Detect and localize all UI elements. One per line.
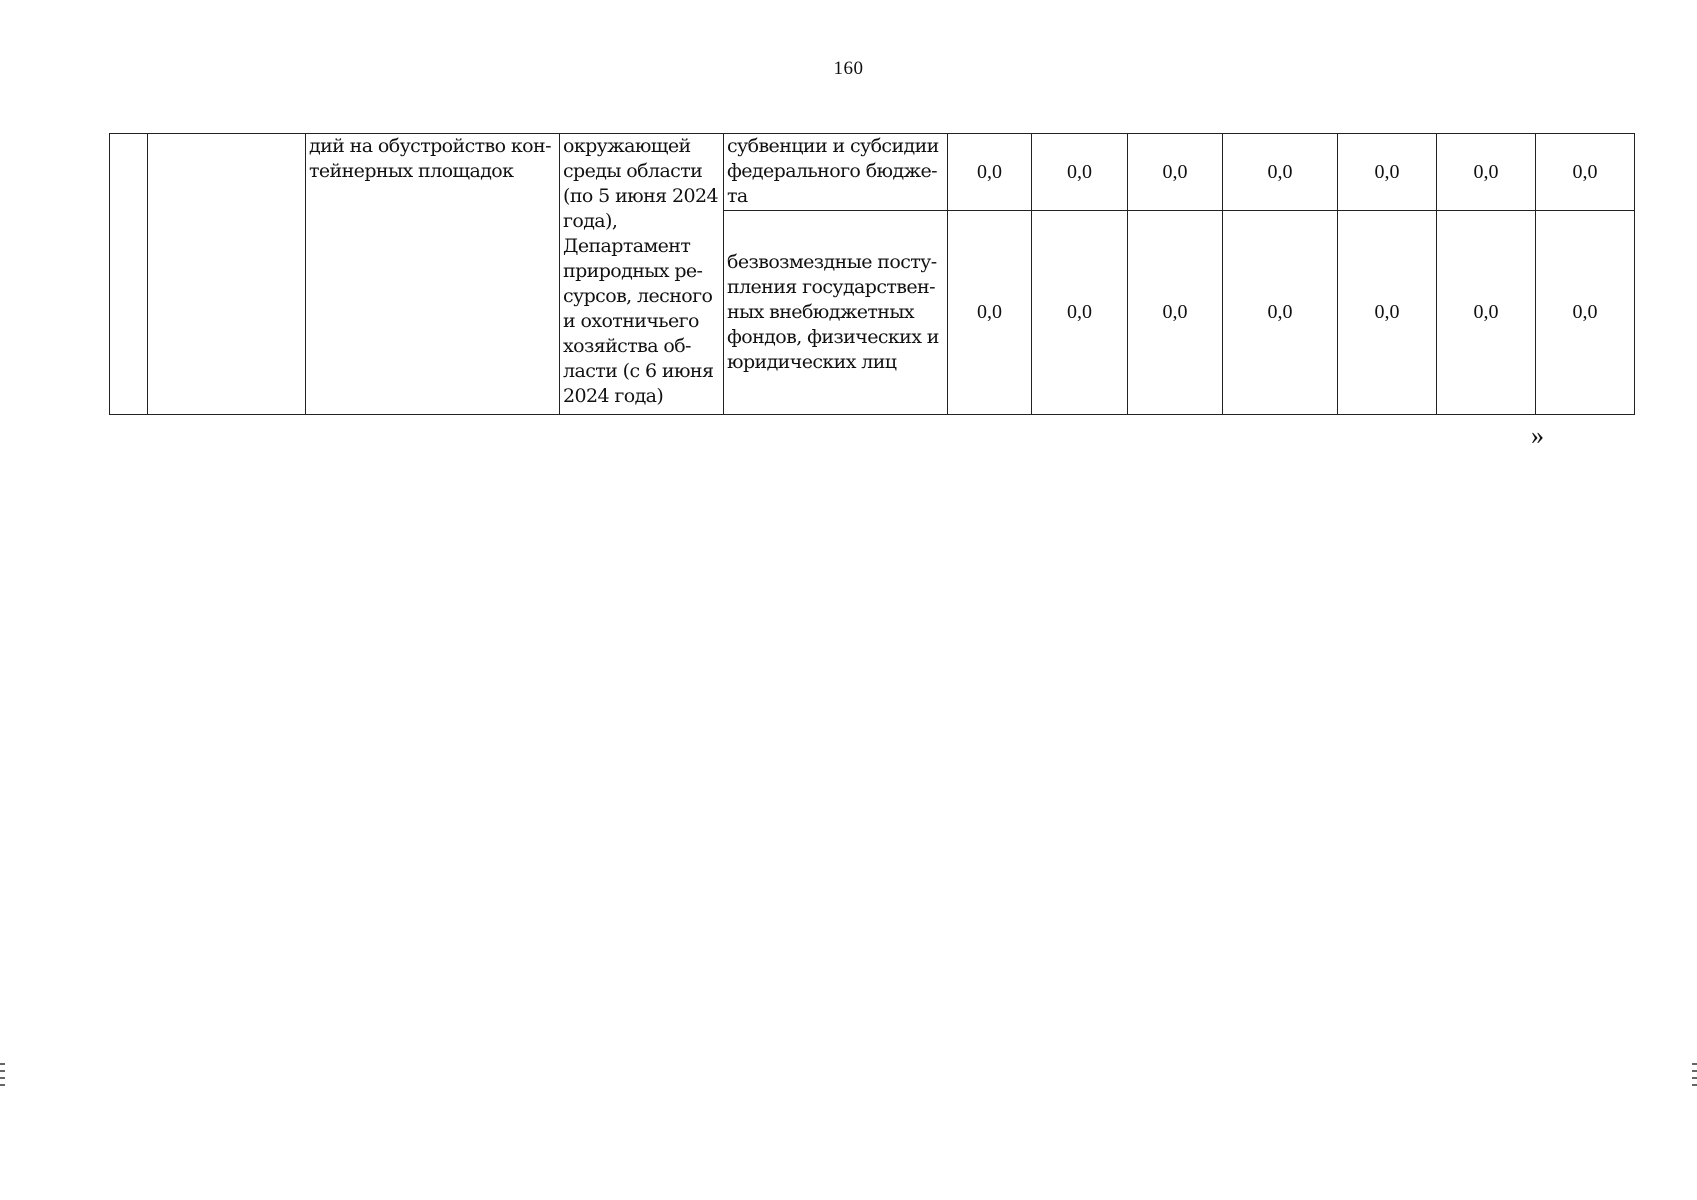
budget-table [109,133,1635,415]
cell-value: 0,0 [948,134,1032,211]
scan-edge-mark [1692,1063,1697,1087]
cell-funding-source: безвозмездные посту-пления государствен-ных внебюджетных фондов, физических и юридических лиц [724,211,948,415]
cell-name [148,134,306,415]
cell-number [110,134,148,415]
closing-quote: » [1531,421,1544,450]
cell-value: 0,0 [1032,211,1128,415]
cell-value: 0,0 [1223,134,1338,211]
cell-value: 0,0 [1032,134,1128,211]
cell-activity: дий на обустройство кон-тейнерных площадок [306,134,560,415]
page-number: 160 [833,58,864,79]
cell-value: 0,0 [1338,211,1437,415]
cell-value: 0,0 [1437,211,1536,415]
cell-funding-source: субвенции и субсидии федерального бюдже-та [724,134,948,211]
cell-value: 0,0 [948,211,1032,415]
cell-executor: окружающей среды области (по 5 июня 2024 года), Департамент природных ре-сурсов, лесного и охотничьего хозяйства об-ласти (с 6 июня 2024 года) [560,134,724,415]
cell-value: 0,0 [1128,211,1223,415]
cell-value: 0,0 [1338,134,1437,211]
cell-value: 0,0 [1437,134,1536,211]
cell-value: 0,0 [1536,211,1635,415]
scan-edge-mark [0,1063,5,1087]
cell-value: 0,0 [1536,134,1635,211]
table-row [110,134,1635,211]
cell-value: 0,0 [1128,134,1223,211]
cell-value: 0,0 [1223,211,1338,415]
